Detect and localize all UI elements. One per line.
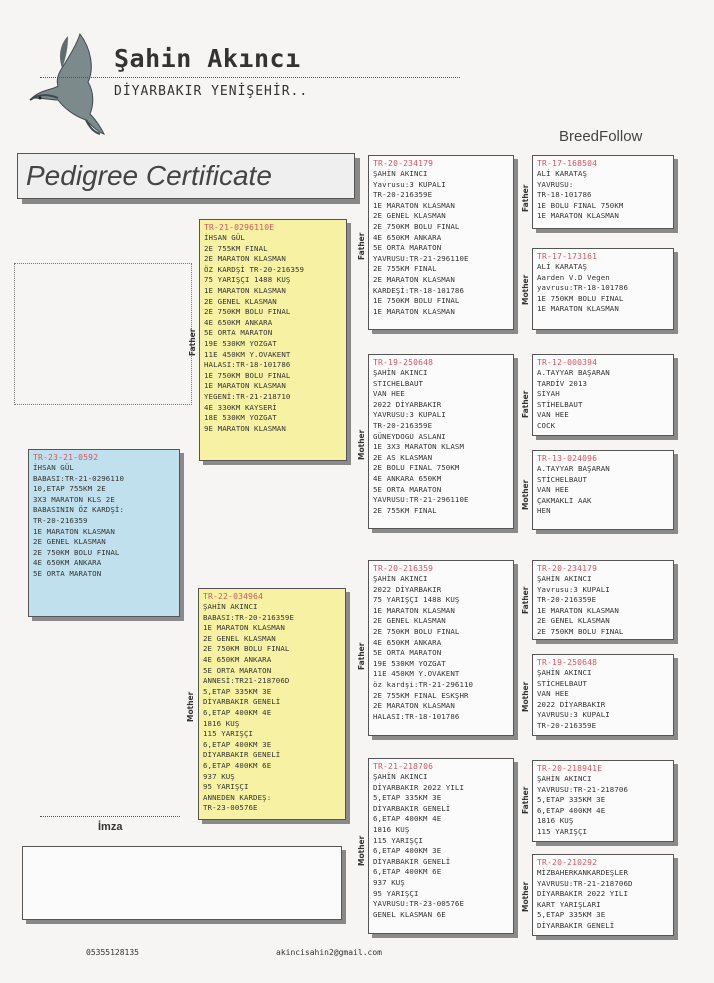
dam-line: 6,ETAP 400KM 6E xyxy=(203,760,272,770)
pigeon-logo xyxy=(28,28,110,140)
dam-line: ŞAHİN AKINCI xyxy=(203,602,258,611)
ggp5-line: TR-20-216359E xyxy=(537,595,597,605)
sire-line: YEGENİ:TR-21-218710 xyxy=(204,391,291,401)
ggp4-line: ÇAKMAKLI AAK xyxy=(537,495,592,505)
gp3-father-label: Father xyxy=(357,642,366,670)
dam-mother-label: Mother xyxy=(186,691,195,722)
gp2-line: YAVRUSU:TR-21-296110E xyxy=(373,495,469,505)
gp2-line: 4E ANKARA 650KM xyxy=(373,473,442,483)
ggp6-line: TR-20-216359E xyxy=(537,720,597,730)
sire-line: 2E GENEL KLASMAN xyxy=(204,296,277,306)
ggp4-line: A.TAYYAR BAŞARAN xyxy=(537,464,610,473)
ggp7-id: TR-20-218941E xyxy=(537,764,603,773)
sire-line: 2E 755KM FINAL xyxy=(204,243,268,253)
dam-line: 1816 KUŞ xyxy=(203,718,240,728)
signature-box xyxy=(22,846,342,920)
gp2-line: GÜNEYDOGU ASLANI xyxy=(373,431,446,441)
sire-line: 18E 530KM YOZGAT xyxy=(204,413,277,423)
gp1-line: KARDEŞİ:TR-18-101786 xyxy=(373,285,464,295)
ggp3-id: TR-12-000394 xyxy=(537,358,598,367)
breeder-location: DİYARBAKIR YENİŞEHİR.. xyxy=(114,84,309,99)
footer-email: akincisahin2@gmail.com xyxy=(276,948,382,957)
ggp8-line: KART YARIŞLARI xyxy=(537,899,601,909)
ggp4-line: HEN xyxy=(537,506,551,516)
gp2-line: YAVRUSU:3 KUPALI xyxy=(373,410,446,420)
sire-line: ÖZ KARDŞİ TR-20-216359 xyxy=(204,264,305,274)
ggp5-line: 2E GENEL KLASMAN xyxy=(537,616,610,626)
gp4-line: ŞAHİN AKINCI xyxy=(373,772,428,781)
dam-line: 95 YARIŞÇI xyxy=(203,782,249,792)
sire-line: 75 YARIŞÇI 1488 KUŞ xyxy=(204,275,291,285)
gp2-card xyxy=(368,354,514,529)
header-rule xyxy=(40,77,460,78)
subject-line: 2E GENEL KLASMAN xyxy=(33,537,106,547)
gp1-line: TR-20-216359E xyxy=(373,190,433,200)
dam-line: TR-23-00576E xyxy=(203,803,258,813)
sire-line: 1E 750KM BOLU FINAL xyxy=(204,370,291,380)
gp3-line: 2E MARATON KLASMAN xyxy=(373,701,455,711)
certificate-title-box xyxy=(17,153,355,199)
photo-placeholder xyxy=(14,263,192,405)
gp4-line: GENEL KLASMAN 6E xyxy=(373,909,446,919)
ggp1-id: TR-17-168504 xyxy=(537,159,598,168)
breeder-name: Şahin Akıncı xyxy=(114,44,301,73)
sire-line: 2E 750KM BOLU FINAL xyxy=(204,307,291,317)
ggp7-father-label: Father xyxy=(521,786,530,814)
gp3-id: TR-20-216359 xyxy=(373,564,434,573)
ggp6-mother-label: Mother xyxy=(521,681,530,712)
gp4-line: YAVRUSU:TR-23-00576E xyxy=(373,899,464,909)
sire-line: 1E MARATON KLASMAN xyxy=(204,285,286,295)
ggp8-id: TR-20-210292 xyxy=(537,858,598,867)
dam-line: DİYARBAKIR GENELİ xyxy=(203,750,281,760)
gp4-line: DİYARBAKIR GENELİ xyxy=(373,803,451,813)
gp1-id: TR-20-234179 xyxy=(373,159,434,168)
dam-line: DİYARBAKIR GENELİ xyxy=(203,697,281,707)
gp1-line: 2E 750KM BOLU FINAL xyxy=(373,221,460,231)
gp1-line: 4E 650KM ANKARA xyxy=(373,232,442,242)
gp1-line: ŞAHİN AKINCI xyxy=(373,169,428,178)
ggp1-line: YAVRUSU: xyxy=(537,179,574,189)
ggp6-line: 2022 DİYARBAKIR xyxy=(537,699,606,709)
gp1-line: 1E MARATON KLASMAN xyxy=(373,200,455,210)
ggp1-card xyxy=(532,155,674,229)
ggp8-mother-label: Mother xyxy=(521,881,530,912)
gp3-line: 19E 530KM YOZGAT xyxy=(373,658,446,668)
sire-line: 5E ORTA MARATON xyxy=(204,328,273,338)
ggp6-card xyxy=(532,654,674,736)
ggp5-line: Yavrusu:3 KUPALI xyxy=(537,584,610,594)
sire-line: 2E MARATON KLASMAN xyxy=(204,254,286,264)
gp3-line: 2E 755KM FINAL ESKŞHR xyxy=(373,690,469,700)
brand-name: BreedFollow xyxy=(559,128,643,145)
ggp5-line: 2E 750KM BOLU FINAL xyxy=(537,626,624,636)
ggp3-line: VAN HEE xyxy=(537,410,569,420)
ggp3-father-label: Father xyxy=(521,390,530,418)
subject-line: 10,ETAP 755KM 2E xyxy=(33,484,106,494)
ggp6-line: YAVRUSU:3 KUPALI xyxy=(537,710,610,720)
ggp5-line: ŞAHİN AKINCI xyxy=(537,574,592,583)
ggp6-line: ŞAHİN AKINCI xyxy=(537,668,592,677)
gp1-line: Yavrusu:3 KUPALI xyxy=(373,179,446,189)
gp3-line: 5E ORTA MARATON xyxy=(373,648,442,658)
gp4-id: TR-21-218706 xyxy=(373,762,434,771)
ggp8-line: 5,ETAP 335KM 3E xyxy=(537,910,606,920)
ggp3-line: TARDİV 2013 xyxy=(537,378,588,388)
ggp5-father-label: Father xyxy=(521,586,530,614)
sire-line: 19E 530KM YOZGAT xyxy=(204,338,277,348)
ggp2-id: TR-17-173161 xyxy=(537,252,598,261)
gp4-line: 5,ETAP 335KM 3E xyxy=(373,793,442,803)
gp3-line: ŞAHİN AKINCI xyxy=(373,574,428,583)
gp4-line: 115 YARIŞÇI xyxy=(373,835,424,845)
gp1-line: 2E MARATON KLASMAN xyxy=(373,274,455,284)
ggp3-line: STİHELBAUT xyxy=(537,399,583,409)
sire-card xyxy=(199,219,347,461)
signature-label: İmza xyxy=(98,821,123,833)
subject-line: BABASI:TR-21-0296110 xyxy=(33,473,124,483)
gp2-line: 2E 755KM FINAL xyxy=(373,505,437,515)
dam-line: 6,ETAP 400KM 4E xyxy=(203,707,272,717)
ggp1-line: TR-18-101786 xyxy=(537,190,592,200)
gp4-line: DİYARBAKIR GENELİ xyxy=(373,856,451,866)
ggp6-line: VAN HEE xyxy=(537,689,569,699)
gp3-line: 75 YARIŞÇI 1488 KUŞ xyxy=(373,595,460,605)
dam-line: 2E GENEL KLASMAN xyxy=(203,633,276,643)
sire-line: HALASI:TR-18-101786 xyxy=(204,360,291,370)
gp1-father-label: Father xyxy=(357,232,366,260)
sire-father-label: Father xyxy=(188,328,197,356)
subject-line: 5E ORTA MARATON xyxy=(33,568,102,578)
gp4-card xyxy=(368,758,514,934)
ggp4-card xyxy=(532,450,674,530)
ggp6-id: TR-19-250648 xyxy=(537,658,598,667)
ggp3-line: SİYAH xyxy=(537,389,560,399)
dam-line: 1E MARATON KLASMAN xyxy=(203,623,285,633)
ggp4-mother-label: Mother xyxy=(521,479,530,510)
gp3-line: 2E GENEL KLASMAN xyxy=(373,616,446,626)
subject-line: 4E 650KM ANKARA xyxy=(33,558,102,568)
subject-line: BABASININ ÖZ KARDŞİ: xyxy=(33,505,124,515)
gp2-line: 2022 DİYARBAKIR xyxy=(373,399,442,409)
gp1-line: YAVRUSU:TR-21-296110E xyxy=(373,253,469,263)
gp3-line: 2E 750KM BOLU FINAL xyxy=(373,626,460,636)
ggp4-line: STİCHELBAUT xyxy=(537,474,588,484)
ggp5-line: 1E MARATON KLASMAN xyxy=(537,605,619,615)
ggp1-line: 1E BOLU FINAL 750KM xyxy=(537,200,624,210)
dam-line: 2E 750KM BOLU FINAL xyxy=(203,644,290,654)
gp3-line: 11E 450KM Y.OVAKENT xyxy=(373,669,460,679)
gp1-line: 1E MARATON KLASMAN xyxy=(373,306,455,316)
ggp3-line: A.TAYYAR BAŞARAN xyxy=(537,368,610,377)
subject-line: TR-20-216359 xyxy=(33,515,88,525)
ggp7-card xyxy=(532,760,674,842)
ggp2-line: 1E 750KM BOLU FINAL xyxy=(537,293,624,303)
subject-line: 3X3 MARATON KLS 2E xyxy=(33,494,115,504)
dam-line: 5,ETAP 335KM 3E xyxy=(203,686,272,696)
ggp2-line: yavrusu:TR-18-101786 xyxy=(537,283,628,293)
gp4-line: DİYARBAKIR 2022 YILI xyxy=(373,782,464,792)
sire-line: 4E 650KM ANKARA xyxy=(204,317,273,327)
ggp8-line: DİYARBAKIR 2022 YILI xyxy=(537,889,628,899)
ggp1-line: 1E MARATON KLASMAN xyxy=(537,211,619,221)
gp3-line: 2022 DİYARBAKIR xyxy=(373,584,442,594)
ggp8-line: YAVRUSU:TR-21-218706D xyxy=(537,878,633,888)
ggp1-line: ALİ KARATAŞ xyxy=(537,169,588,178)
subject-line: İHSAN GÜL xyxy=(33,463,74,472)
gp3-card xyxy=(368,560,514,736)
sire-line: İHSAN GÜL xyxy=(204,233,245,242)
gp3-line: HALASI:TR-18-101786 xyxy=(373,711,460,721)
footer-phone: 05355128135 xyxy=(86,948,139,957)
ggp4-line: VAN HEE xyxy=(537,485,569,495)
subject-line: 1E MARATON KLASMAN xyxy=(33,526,115,536)
ggp2-line: 1E MARATON KLASMAN xyxy=(537,304,619,314)
ggp7-line: ŞAHİN AKINCI xyxy=(537,774,592,783)
gp2-line: 2E BOLU FINAL 750KM xyxy=(373,463,460,473)
sire-line: 9E MARATON KLASMAN xyxy=(204,423,286,433)
gp2-line: TR-20-216359E xyxy=(373,420,433,430)
ggp8-card xyxy=(532,854,674,936)
gp2-line: VAN HEE xyxy=(373,389,405,399)
dam-line: 6,ETAP 400KM 3E xyxy=(203,739,272,749)
dam-id: TR-22-034964 xyxy=(203,592,264,601)
ggp7-line: 115 YARIŞÇI xyxy=(537,826,588,836)
sire-id: TR-21-0296110E xyxy=(204,223,275,232)
ggp7-line: YAVRUSU:TR-21-218706 xyxy=(537,784,628,794)
gp1-line: 1E 750KM BOLU FINAL xyxy=(373,296,460,306)
ggp1-father-label: Father xyxy=(521,184,530,212)
ggp7-line: 6,ETAP 400KM 4E xyxy=(537,805,606,815)
dam-line: 937 KUŞ xyxy=(203,771,235,781)
ggp7-line: 1816 KUŞ xyxy=(537,816,574,826)
gp4-line: 6,ETAP 400KM 3E xyxy=(373,846,442,856)
ggp7-line: 5,ETAP 335KM 3E xyxy=(537,795,606,805)
ggp2-line: Aarden V.D Vegen xyxy=(537,272,610,282)
gp2-mother-label: Mother xyxy=(357,429,366,460)
gp4-line: 6,ETAP 400KM 6E xyxy=(373,867,442,877)
ggp5-id: TR-20-234179 xyxy=(537,564,598,573)
dam-line: 4E 650KM ANKARA xyxy=(203,654,272,664)
gp4-line: 1816 KUŞ xyxy=(373,824,410,834)
gp4-mother-label: Mother xyxy=(357,835,366,866)
sire-line: 4E 330KM KAYSERİ xyxy=(204,402,277,412)
gp4-line: 937 KUŞ xyxy=(373,877,405,887)
subject-card xyxy=(28,449,180,617)
ggp2-line: ALİ KARATAŞ xyxy=(537,262,588,271)
ggp3-card xyxy=(532,354,674,436)
gp3-line: 1E MARATON KLASMAN xyxy=(373,605,455,615)
subject-id: TR-23-21-0592 xyxy=(33,453,99,462)
sire-line: 11E 450KM Y.OVAKENT xyxy=(204,349,291,359)
dam-line: BABASI:TR-20-216359E xyxy=(203,612,294,622)
dam-line: ANNEDEN KARDEŞ: xyxy=(203,792,272,802)
ggp8-line: DİYARBAKIR GENELİ xyxy=(537,920,615,930)
ggp2-card xyxy=(532,248,674,330)
gp1-line: 2E GENEL KLASMAN xyxy=(373,211,446,221)
gp2-line: 2E AS KLASMAN xyxy=(373,452,433,462)
gp2-line: 1E 3X3 MARATON KLASM xyxy=(373,442,464,452)
gp2-line: STICHELBAUT xyxy=(373,378,424,388)
dam-line: 115 YARIŞÇI xyxy=(203,729,254,739)
signature-rule xyxy=(40,816,180,817)
ggp3-line: COCK xyxy=(537,420,556,430)
gp4-line: 6,ETAP 400KM 4E xyxy=(373,814,442,824)
ggp5-card xyxy=(532,560,674,640)
dam-line: ANNESİ:TR21-218706D xyxy=(203,676,290,686)
gp1-line: 5E ORTA MARATON xyxy=(373,243,442,253)
certificate-title: Pedigree Certificate xyxy=(26,160,272,191)
gp3-line: 4E 650KM ANKARA xyxy=(373,637,442,647)
sire-line: 1E MARATON KLASMAN xyxy=(204,381,286,391)
gp2-id: TR-19-250648 xyxy=(373,358,434,367)
ggp4-id: TR-13-024096 xyxy=(537,454,598,463)
ggp8-line: MİZBAHERKANKARDEŞLER xyxy=(537,868,628,877)
ggp6-line: STİCHELBAUT xyxy=(537,678,588,688)
gp2-line: ŞAHİN AKINCI xyxy=(373,368,428,377)
ggp2-mother-label: Mother xyxy=(521,274,530,305)
dam-line: 5E ORTA MARATON xyxy=(203,665,272,675)
dam-card xyxy=(198,588,346,820)
gp4-line: 95 YARIŞÇI xyxy=(373,888,419,898)
gp1-line: 2E 755KM FINAL xyxy=(373,264,437,274)
subject-line: 2E 750KM BOLU FINAL xyxy=(33,547,120,557)
gp2-line: 5E ORTA MARATON xyxy=(373,484,442,494)
gp3-line: öz kardşi:TR-21-296110 xyxy=(373,679,474,689)
gp1-card xyxy=(368,155,514,330)
